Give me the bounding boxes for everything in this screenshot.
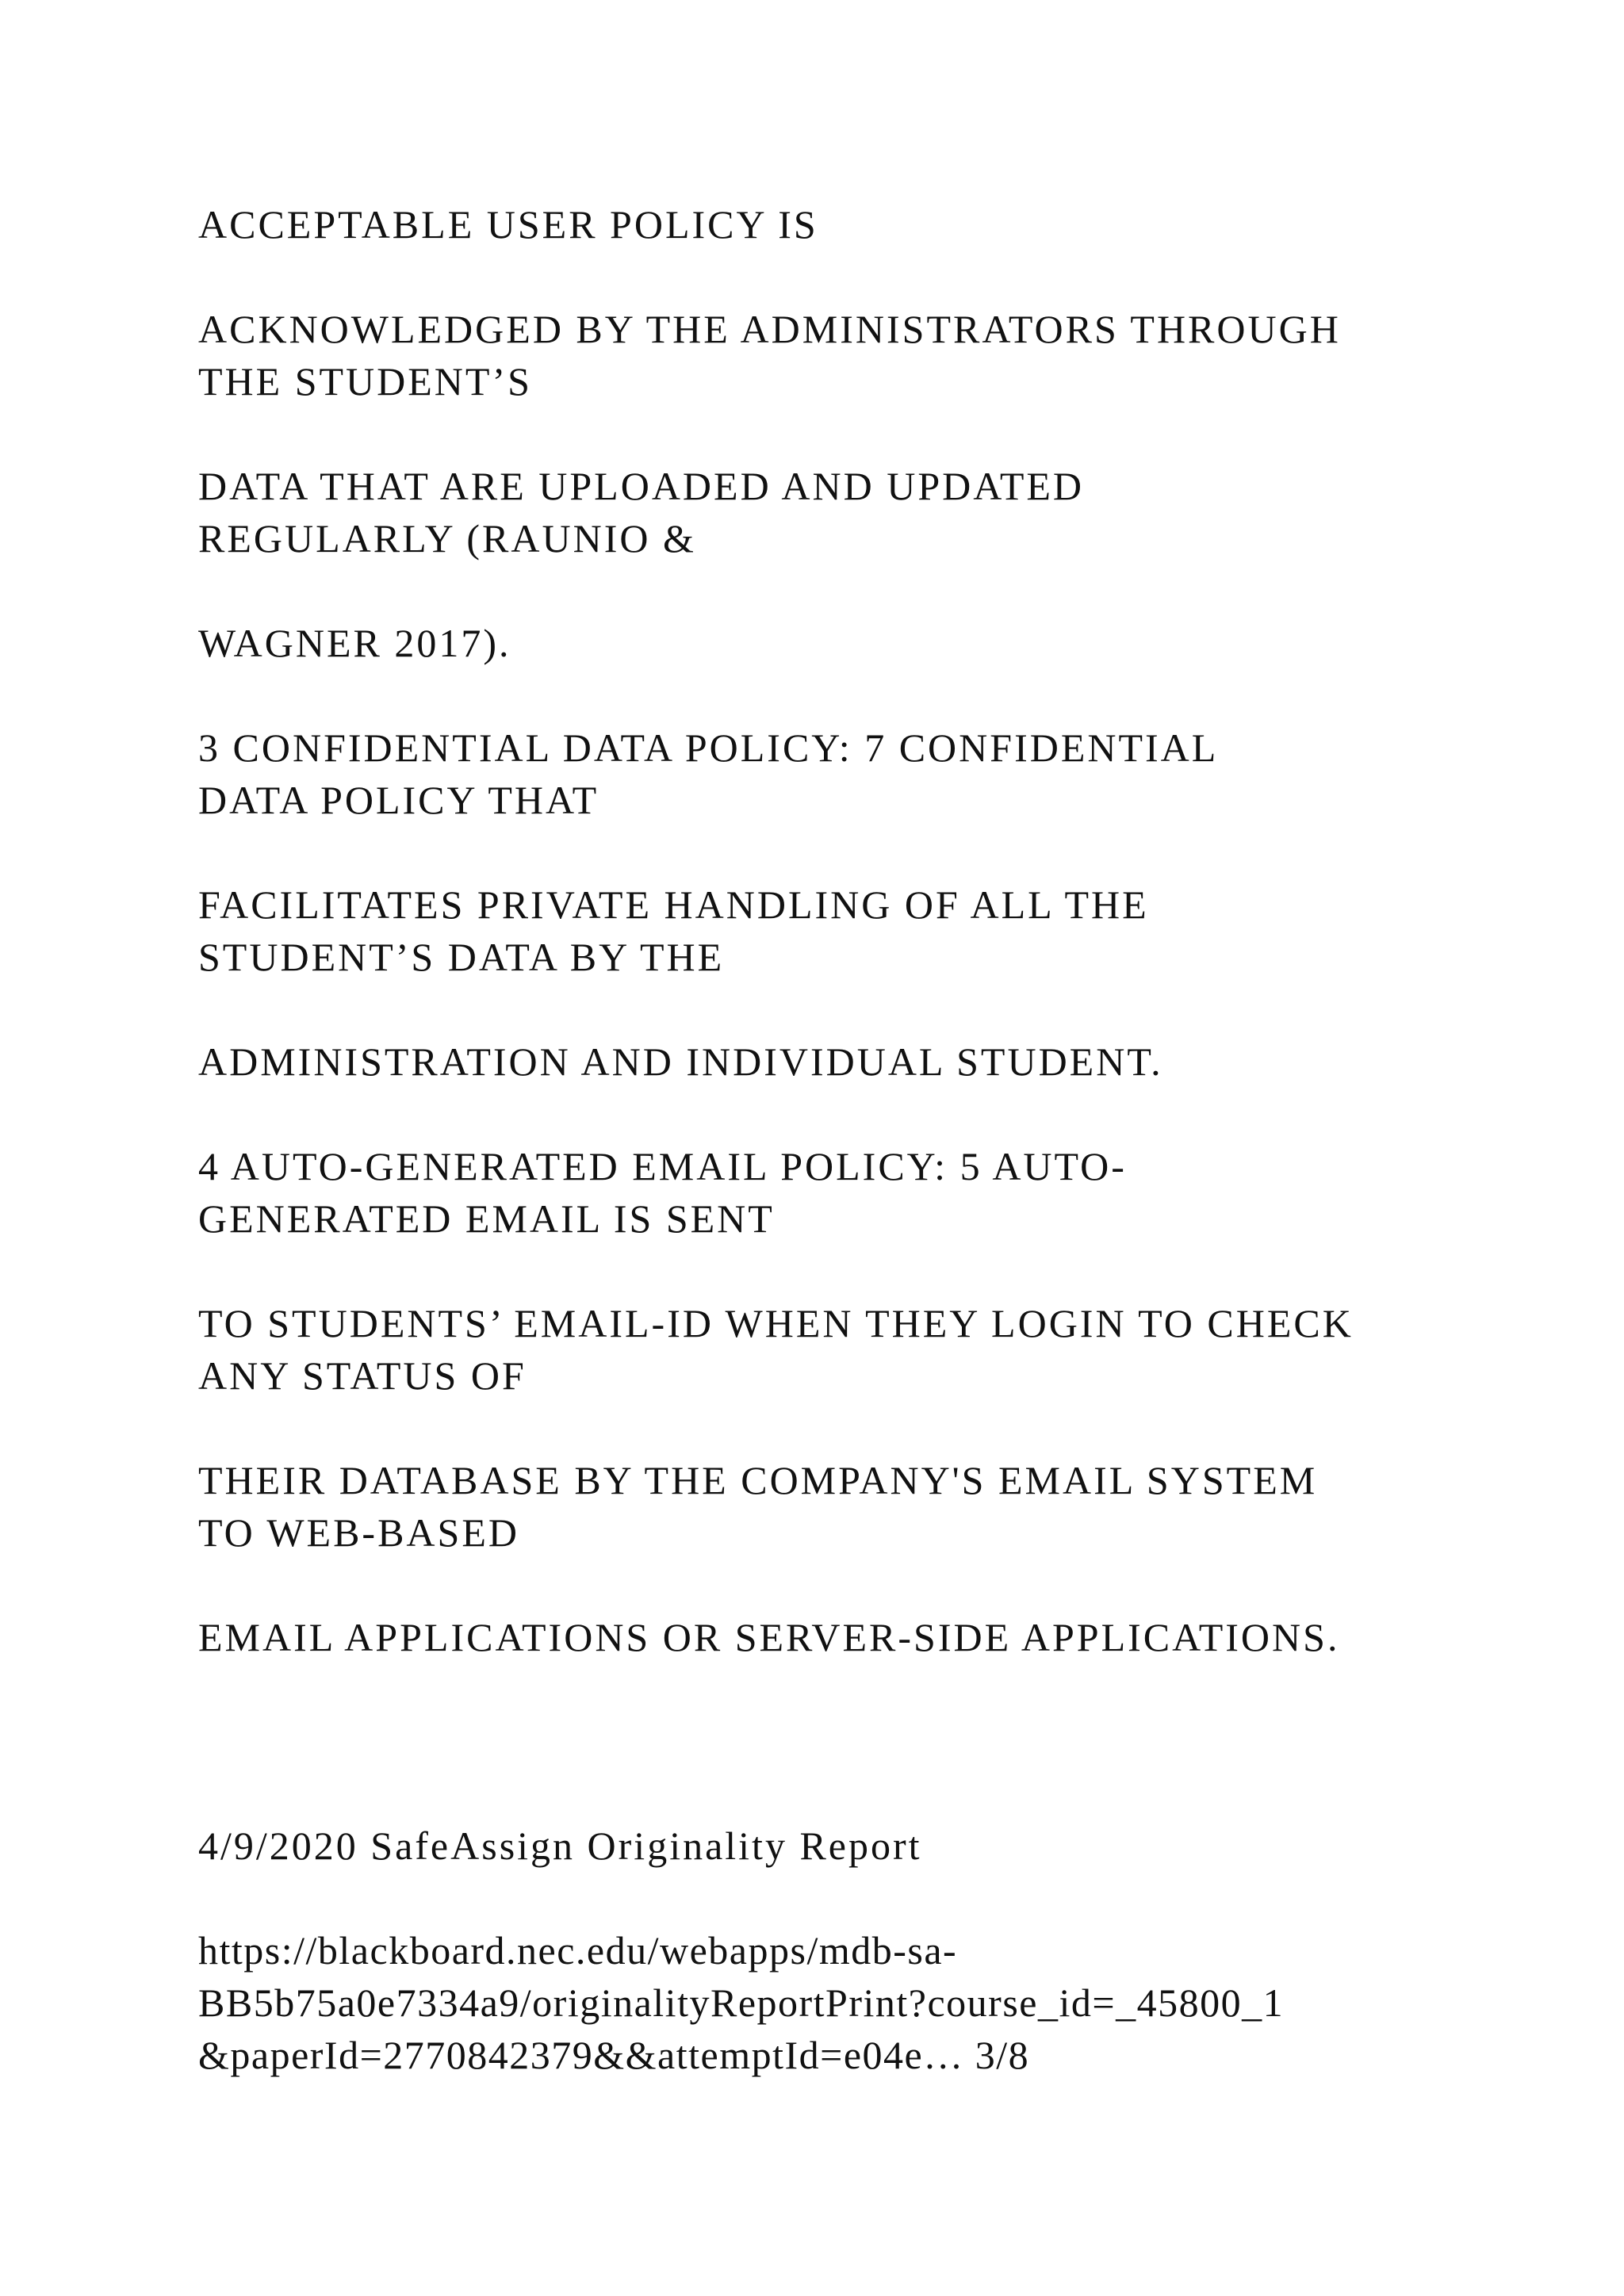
paragraph-email-applications: EMAIL APPLICATIONS OR SERVER-SIDE APPLICATIONS. xyxy=(198,1615,1340,1659)
paragraph-confidential-data-policy: 3 CONFIDENTIAL DATA POLICY: 7 CONFIDENTIAL DATA POLICY THAT xyxy=(198,725,1219,822)
paragraph-administration: ADMINISTRATION AND INDIVIDUAL STUDENT. xyxy=(198,1039,1163,1084)
paragraph-database: THEIR DATABASE BY THE COMPANY'S EMAIL SYSTEM TO WEB-BASED xyxy=(198,1458,1318,1555)
paragraph-data-uploaded: DATA THAT ARE UPLOADED AND UPDATED REGULARLY (RAUNIO & xyxy=(198,464,1085,561)
paragraph-email-id: TO STUDENTS’ EMAIL-ID WHEN THEY LOGIN TO CHECK ANY STATUS OF xyxy=(198,1301,1354,1398)
paragraph-auto-generated-email-policy: 4 AUTO-GENERATED EMAIL POLICY: 5 AUTO- GENERATED EMAIL IS SENT xyxy=(198,1144,1127,1241)
paragraph-acceptable-user-policy: ACCEPTABLE USER POLICY IS xyxy=(198,202,818,247)
paragraph-citation: WAGNER 2017). xyxy=(198,621,511,665)
report-url[interactable]: https://blackboard.nec.edu/webapps/mdb-sa- BB5b75a0e7334a9/originalityReportPrint?course_id=_45800_1 &paperId=2770842379&&attemptId=e04e… 3/8 xyxy=(198,1928,1285,2077)
paragraph-acknowledged: ACKNOWLEDGED BY THE ADMINISTRATORS THROUGH THE STUDENT’S xyxy=(198,307,1341,404)
paragraph-private-handling: FACILITATES PRIVATE HANDLING OF ALL THE STUDENT’S DATA BY THE xyxy=(198,882,1149,979)
report-date-title: 4/9/2020 SafeAssign Originality Report xyxy=(198,1823,922,1868)
